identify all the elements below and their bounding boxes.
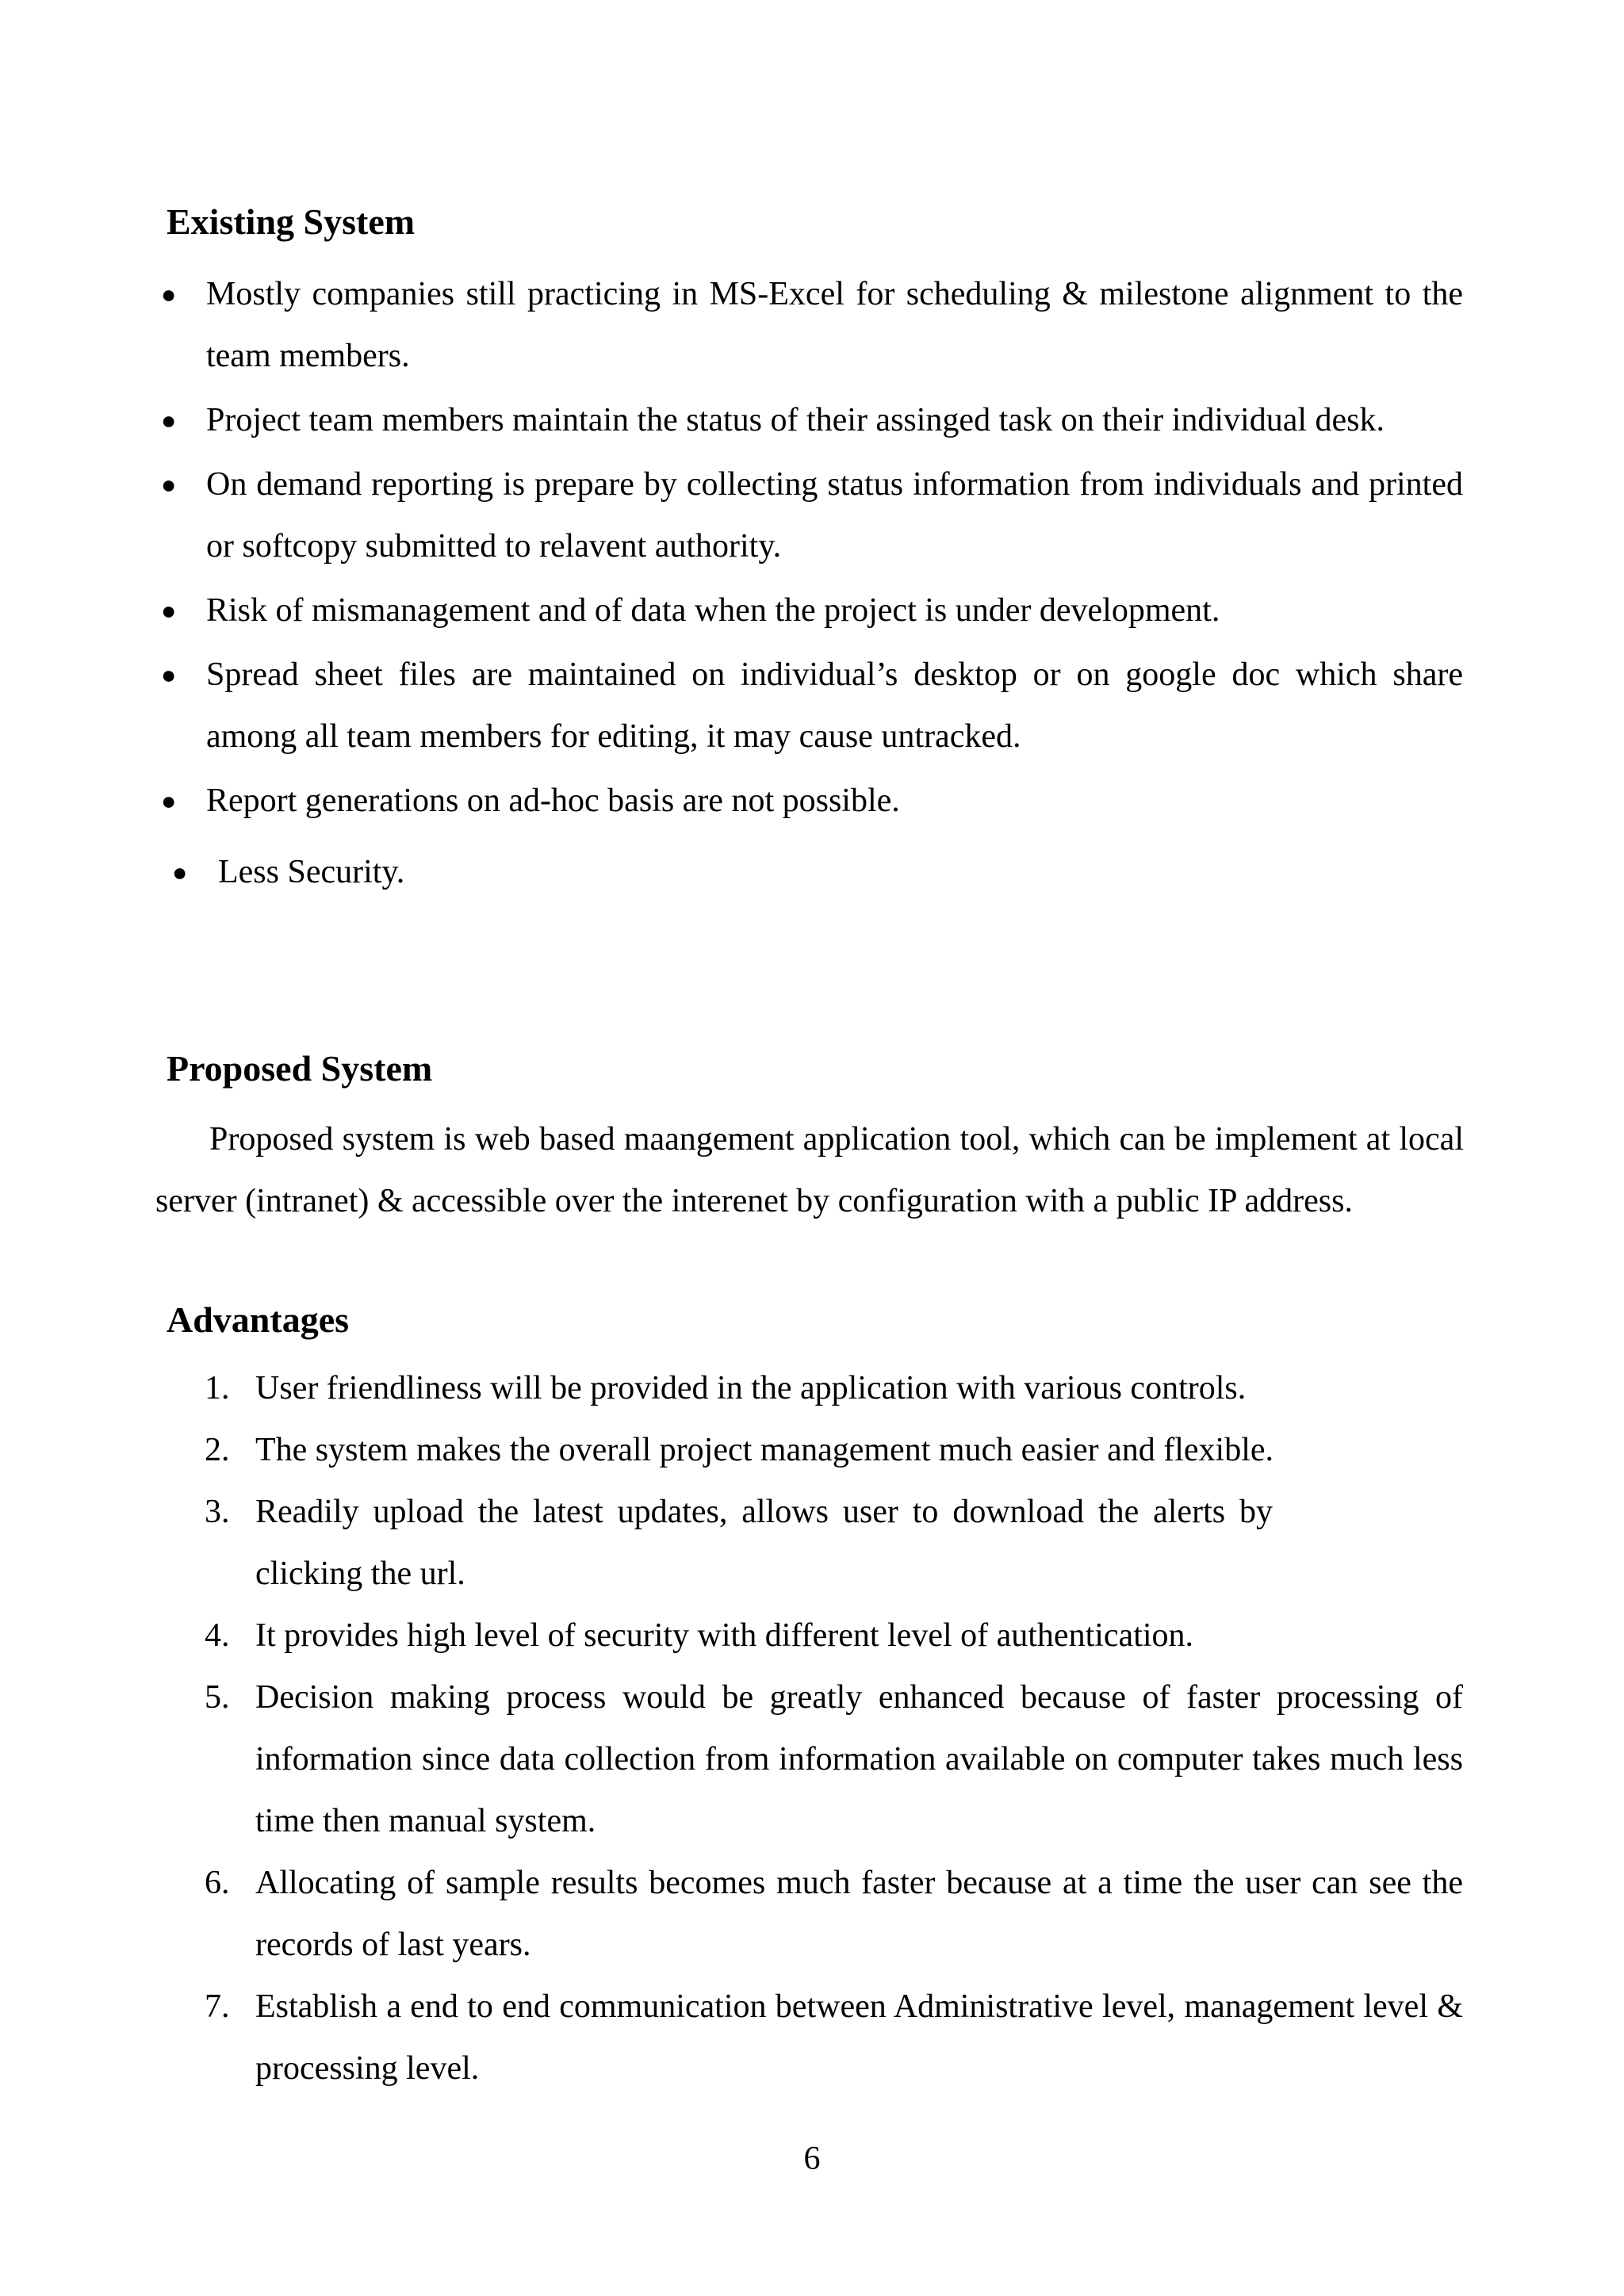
list-item: [198, 1667, 1463, 1852]
list-item-number: 6.: [205, 1865, 230, 1901]
list-item-text: It provides high level of security with different level of authentication.: [255, 1617, 1194, 1654]
list-item-number: 7.: [205, 1988, 230, 2025]
list-item: [155, 580, 1463, 641]
list-item-number: 3.: [205, 1494, 230, 1530]
list-item-number: 5.: [205, 1679, 230, 1716]
list-item-text: On demand reporting is prepare by collecting status information from individuals and printed or softcopy submitted to relavent authority.: [206, 466, 1463, 564]
existing-system-list: [155, 263, 1463, 905]
bullet-icon: ●: [161, 280, 177, 308]
list-item: [155, 770, 1463, 832]
list-item: [198, 1852, 1463, 1976]
bullet-icon: ●: [172, 858, 188, 886]
list-item-text: Establish a end to end communication between Administrative level, management level & processing level.: [255, 1988, 1463, 2087]
list-item-text: Project team members maintain the status of their assinged task on their individual desk.: [206, 402, 1385, 438]
page-number: 6: [803, 2141, 821, 2177]
list-item-text: Report generations on ad-hoc basis are not possible.: [206, 783, 900, 819]
list-item-number: 4.: [205, 1617, 230, 1654]
list-item: [155, 263, 1463, 387]
bullet-icon: ●: [161, 660, 177, 689]
list-item: [155, 389, 1463, 451]
list-item-text: Readily upload the latest updates, allows user to download the alerts by clicking the url.: [255, 1494, 1273, 1592]
list-item: [198, 1605, 1463, 1667]
list-item-text: Decision making process would be greatly enhanced because of faster processing of information since data collection from information available on computer takes much less time then manual system.: [255, 1679, 1463, 1839]
proposed-system-heading: Proposed System: [167, 1048, 433, 1089]
list-item: [198, 1481, 1463, 1605]
list-item-text: Spread sheet files are maintained on individual’s desktop or on google doc which share among all team members for editing, it may cause untracked.: [206, 656, 1463, 755]
list-item-text: Risk of mismanagement and of data when the project is under development.: [206, 592, 1220, 629]
list-item: [155, 841, 1463, 903]
list-item-number: 1.: [205, 1370, 230, 1406]
list-item: [198, 1976, 1463, 2099]
bullet-icon: ●: [161, 786, 177, 815]
bullet-icon: ●: [161, 470, 177, 499]
list-item: [198, 1357, 1463, 1419]
advantages-heading: Advantages: [167, 1299, 350, 1340]
bullet-icon: ●: [161, 406, 177, 434]
bullet-icon: ●: [161, 596, 177, 625]
list-item: [155, 644, 1463, 767]
proposed-system-paragraph: Proposed system is web based maangement application tool, which can be implement at local server (intranet) & accessible over the interenet by configuration with a public IP address.: [155, 1121, 1464, 1219]
list-item-number: 2.: [205, 1432, 230, 1468]
list-item-text: The system makes the overall project management much easier and flexible.: [255, 1432, 1274, 1468]
list-item-text: User friendliness will be provided in the application with various controls.: [255, 1370, 1247, 1406]
list-item-text: Less Security.: [218, 854, 405, 890]
list-item: [155, 453, 1463, 577]
list-item-text: Allocating of sample results becomes much faster because at a time the user can see the records of last years.: [255, 1865, 1463, 1963]
list-item-text: Mostly companies still practicing in MS-Excel for scheduling & milestone alignment to the team members.: [206, 276, 1463, 374]
list-item: [198, 1419, 1463, 1481]
existing-system-heading: Existing System: [167, 201, 416, 242]
advantages-list: [198, 1357, 1463, 2099]
